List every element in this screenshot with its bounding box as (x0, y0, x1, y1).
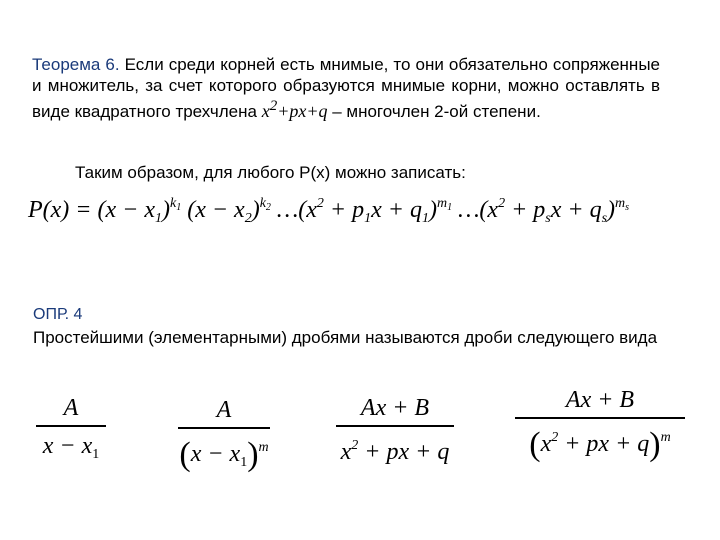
fraction-3 (336, 393, 454, 469)
definition-label: ОПР. 4 (33, 306, 83, 323)
fraction-2-rparen: ) (247, 435, 259, 473)
quadratic-trinomial (261, 98, 328, 121)
fraction-2-numerator: A (216, 397, 232, 423)
fraction-3-den-rest: + px + q (358, 438, 450, 465)
formula-sub1: 1 (154, 211, 162, 226)
exp-m1-sub: 1 (447, 202, 453, 213)
fraction-4-den-x: x (540, 430, 552, 457)
formula-sub2: 2 (244, 211, 252, 226)
exp-k2-sub: 2 (265, 202, 271, 213)
exp-m1-base: m (436, 196, 448, 211)
fraction-4-denominator (515, 421, 685, 462)
formula-p1-sub: 1 (364, 211, 372, 226)
exp-ms (615, 196, 629, 211)
poly-exponent: 2 (269, 98, 278, 114)
fraction-2 (178, 395, 270, 480)
fraction-1-bar (36, 425, 106, 427)
formula-xq1: x + q (371, 197, 422, 223)
fraction-4-rparen: ) (649, 425, 661, 463)
fraction-1-den-x: x − x (42, 432, 93, 459)
fraction-4 (515, 385, 685, 462)
formula-p1: + p (323, 197, 365, 223)
formula-mid2: …(x (270, 197, 317, 223)
poly-rest: +px+q (277, 101, 328, 121)
poly-x: x (261, 101, 270, 121)
formula-ps-sub: s (545, 211, 551, 226)
fraction-4-den-sq: 2 (551, 429, 559, 445)
exp-k1 (170, 196, 181, 211)
formula-mid1: (x − x (181, 197, 245, 223)
fraction-1-numerator: A (63, 395, 79, 421)
factorization-formula: $P(x) = (x - x_1)^{k_1}$ $(x - x_2)^{k_2}$ $\dots(x^2 + p_1x + q_1)^{m_1}$ $\dots(x^2 + p_sx + q_s)^{m_s}$ (28, 196, 630, 226)
formula-sq2: 2 (498, 196, 506, 211)
exp-k1-sub: 1 (176, 202, 182, 213)
theorem-paragraph (32, 54, 660, 122)
fraction-3-numerator: Ax + B (360, 395, 430, 421)
fraction-2-bar (178, 427, 270, 429)
definition-text: Простейшими (элементарными) дробями называются дроби следующего вида (33, 328, 658, 347)
fraction-2-den-x: x − x (190, 440, 241, 467)
fraction-3-bar (336, 425, 454, 427)
theorem-label: Теорема 6. (32, 55, 120, 74)
exp-k2-base: k (259, 196, 266, 211)
formula-qs-sub: s (601, 211, 608, 226)
fraction-2-den-sub: 1 (240, 454, 248, 470)
exp-k2 (260, 196, 271, 211)
fraction-1-denominator (36, 429, 106, 472)
formula-q1-sub: 1 (421, 211, 429, 226)
fraction-1-den-sub: 1 (92, 446, 100, 462)
fraction-4-den-rest: + px + q (558, 430, 650, 457)
exp-m1 (437, 196, 452, 211)
fraction-1 (36, 393, 106, 472)
intro-line: Таким образом, для любого P(x) можно записать: (75, 163, 466, 182)
fraction-2-exp: m (258, 439, 269, 455)
fraction-3-den-sq: 2 (351, 437, 359, 453)
exp-k1-base: k (169, 196, 177, 211)
fraction-3-den-x: x (340, 438, 352, 465)
formula-ps: + p (505, 197, 546, 223)
exp-ms-base: m (615, 196, 626, 211)
theorem-text-after: – многочлен 2-ой степени. (327, 102, 541, 121)
fraction-2-lparen: ( (179, 435, 191, 473)
fraction-4-lparen: ( (529, 425, 541, 463)
fraction-4-exp: m (660, 429, 671, 445)
fraction-4-bar (515, 417, 685, 419)
formula-xqs: x + q (550, 197, 602, 223)
fraction-4-numerator: Ax + B (565, 387, 635, 413)
formula-lhs: P(x) = (x − x (28, 197, 155, 223)
formula-mid3: …(x (452, 197, 499, 223)
fraction-2-denominator (178, 431, 270, 480)
theorem-text-before: Если среди корней есть мнимые, то они обязательно сопряженные и множитель, за счет которого образуются мнимые корни, можно оставлять в виде квадратного трехчлена (32, 55, 660, 121)
fraction-3-denominator (336, 429, 454, 469)
formula-sq1: 2 (316, 196, 324, 211)
exp-ms-sub: s (625, 202, 630, 213)
